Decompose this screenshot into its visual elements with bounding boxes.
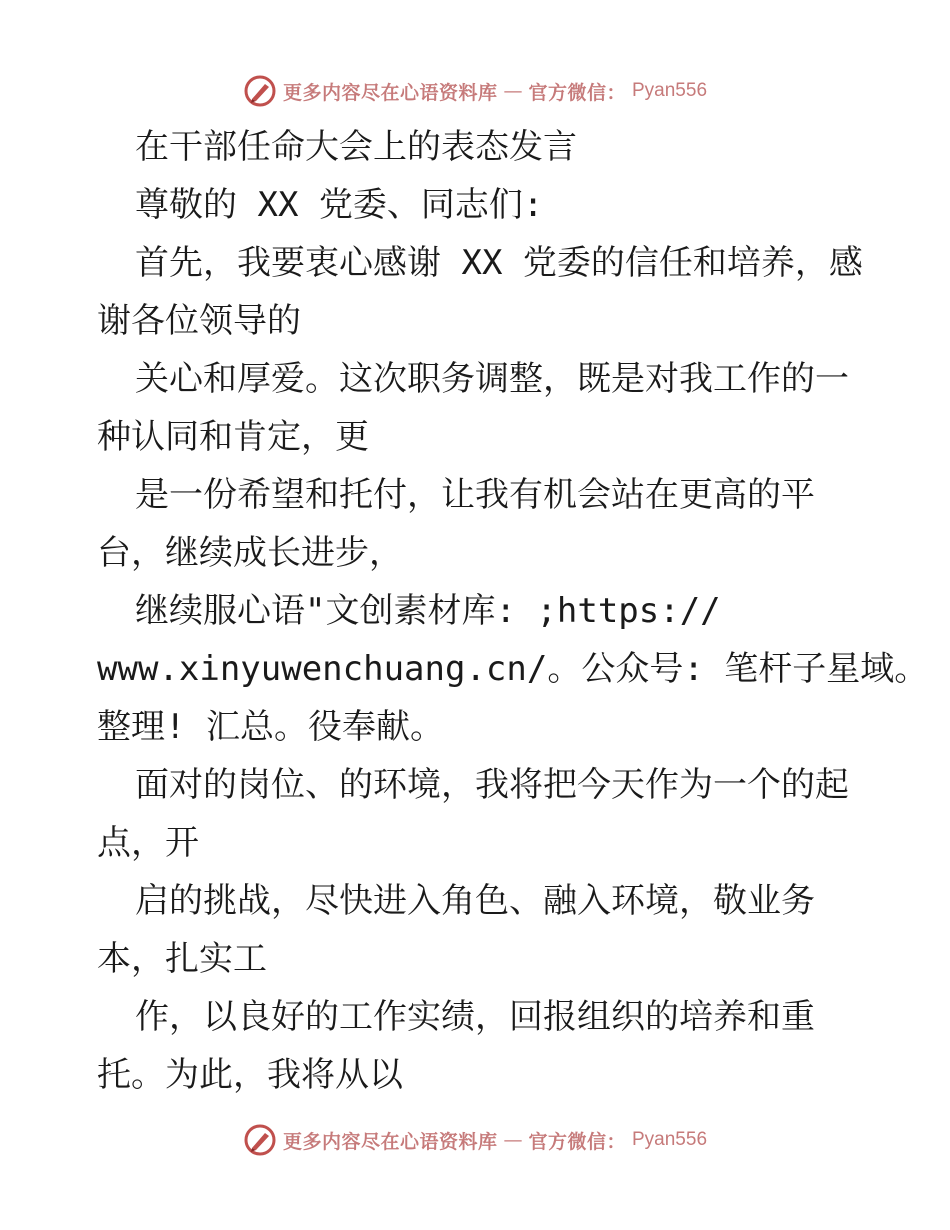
document-line: 启的挑战，尽快进入角色、融入环境，敬业务 bbox=[135, 881, 815, 921]
watermark-wechat-id: Pyan556 bbox=[632, 80, 708, 101]
document-line: 是一份希望和托付，让我有机会站在更高的平 bbox=[135, 475, 815, 515]
document-line: 谢各位领导的 bbox=[97, 301, 301, 341]
footer-watermark bbox=[0, 1120, 950, 1160]
document-line: 关心和厚爱。这次职务调整，既是对我工作的一 bbox=[135, 359, 849, 399]
watermark-separator: — bbox=[503, 1129, 523, 1151]
document-line: 在干部任命大会上的表态发言 bbox=[135, 127, 577, 167]
document-line: www.xinyuwenchuang.cn/。公众号: 笔杆子星域。 bbox=[97, 649, 929, 689]
watermark-brand: 更多内容尽在心语资料库 bbox=[282, 81, 498, 104]
document-line: 面对的岗位、的环境，我将把今天作为一个的起 bbox=[135, 765, 849, 805]
document-line: 台，继续成长进步， bbox=[97, 533, 403, 573]
watermark-wechat-id: Pyan556 bbox=[632, 1129, 708, 1150]
document-line: 整理! 汇总。役奉献。 bbox=[97, 707, 444, 747]
document-line: 作，以良好的工作实绩，回报组织的培养和重 bbox=[135, 997, 815, 1037]
document-line: 尊敬的 XX 党委、同志们: bbox=[135, 185, 544, 225]
document-line: 本，扎实工 bbox=[97, 939, 267, 979]
watermark-wechat-label: 官方微信： bbox=[528, 81, 626, 104]
watermark-brand: 更多内容尽在心语资料库 bbox=[282, 1130, 498, 1153]
document-line: 种认同和肯定，更 bbox=[97, 417, 369, 457]
pen-circle-logo-icon bbox=[243, 74, 277, 108]
document-body bbox=[97, 118, 929, 1104]
pen-circle-logo-icon bbox=[243, 1123, 277, 1157]
header-watermark bbox=[0, 71, 950, 111]
watermark-wechat-label: 官方微信： bbox=[528, 1130, 626, 1153]
document-line: 托。为此，我将从以 bbox=[97, 1055, 403, 1095]
document-line: 点，开 bbox=[97, 823, 199, 863]
document-line: 首先，我要衷心感谢 XX 党委的信任和培养，感 bbox=[135, 243, 863, 283]
watermark-separator: — bbox=[503, 80, 523, 102]
document-line: 继续服心语"文创素材库: ;https:// bbox=[135, 591, 721, 631]
